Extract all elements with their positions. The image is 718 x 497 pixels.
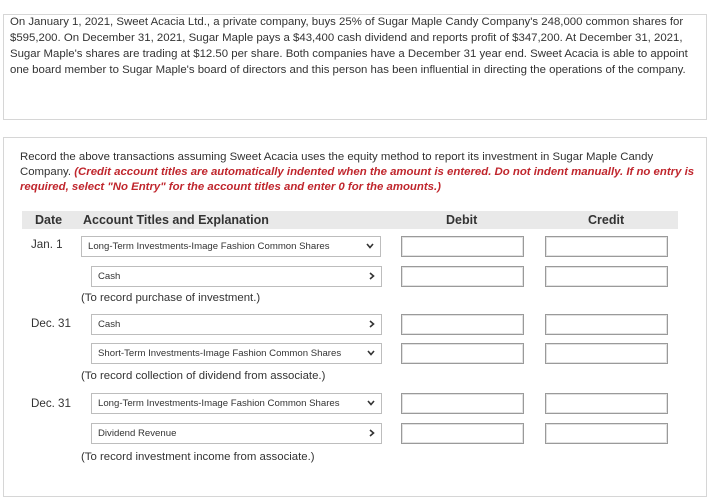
debit-input[interactable]: [401, 314, 524, 335]
credit-input[interactable]: [545, 343, 668, 364]
account-select[interactable]: [91, 423, 382, 444]
debit-input[interactable]: [401, 266, 524, 287]
account-select[interactable]: [91, 266, 382, 287]
problem-text: On January 1, 2021, Sweet Acacia Ltd., a private company, buys 25% of Sugar Maple Candy Company's 248,000 common shares for $595,200. On December 31, 2021, Sugar Maple pays a $43,400 cash dividend and reports profit of $347,200. At December 31, 2021, Sugar Maple's shares are trading at $12.50 per share. Both companies have a December 31 year end. Sweet Acacia is able to appoint one board member to Sugar Maple's board of directors and this person has been influential in directing the operations of the company.: [10, 16, 688, 76]
entry-explanation: (To record purchase of investment.): [81, 292, 261, 304]
account-select-value: Cash: [98, 271, 121, 282]
account-select[interactable]: [91, 393, 382, 414]
account-select[interactable]: [91, 314, 382, 335]
instructions: [20, 150, 700, 195]
credit-input[interactable]: [545, 314, 668, 335]
header-debit: Debit: [446, 213, 478, 227]
header-date: Date: [35, 213, 63, 227]
account-select-value: Cash: [98, 319, 121, 330]
account-select-value: Dividend Revenue: [98, 428, 177, 439]
credit-input[interactable]: [545, 423, 668, 444]
chevron-right-icon: [369, 315, 375, 328]
chevron-right-icon: [369, 267, 375, 280]
chevron-down-icon: [366, 237, 374, 249]
credit-input[interactable]: [545, 236, 668, 257]
header-account: Account Titles and Explanation: [83, 213, 269, 227]
credit-input[interactable]: [545, 266, 668, 287]
account-select[interactable]: [91, 343, 382, 364]
chevron-down-icon: [367, 394, 375, 406]
account-select-value: Short-Term Investments-Image Fashion Common Shares: [98, 348, 342, 359]
debit-input[interactable]: [401, 236, 524, 257]
credit-input[interactable]: [545, 393, 668, 414]
instructions-note: (Credit account titles are automatically indented when the amount is entered. Do not indent manually. If no entry is required, select "No Entry" for the account titles and enter 0 for the amounts.): [20, 166, 695, 193]
entry-explanation: (To record investment income from associate.): [81, 451, 315, 463]
debit-input[interactable]: [401, 343, 524, 364]
entry-date: Dec. 31: [31, 397, 71, 410]
chevron-right-icon: [369, 424, 375, 437]
entry-explanation: (To record collection of dividend from associate.): [81, 370, 326, 382]
account-select-value: Long-Term Investments-Image Fashion Common Shares: [98, 398, 340, 409]
debit-input[interactable]: [401, 393, 524, 414]
account-select-value: Long-Term Investments-Image Fashion Common Shares: [88, 241, 330, 252]
chevron-down-icon: [367, 344, 375, 356]
debit-input[interactable]: [401, 423, 524, 444]
instructions-text: Record the above transactions assuming Sweet Acacia uses the equity method to report its investment in Sugar Maple Candy Company.: [20, 151, 654, 178]
header-credit: Credit: [588, 213, 625, 227]
entry-date: Jan. 1: [31, 238, 63, 251]
journal-table-header: [22, 211, 678, 229]
entry-date: Dec. 31: [31, 317, 71, 330]
account-select[interactable]: [81, 236, 381, 257]
